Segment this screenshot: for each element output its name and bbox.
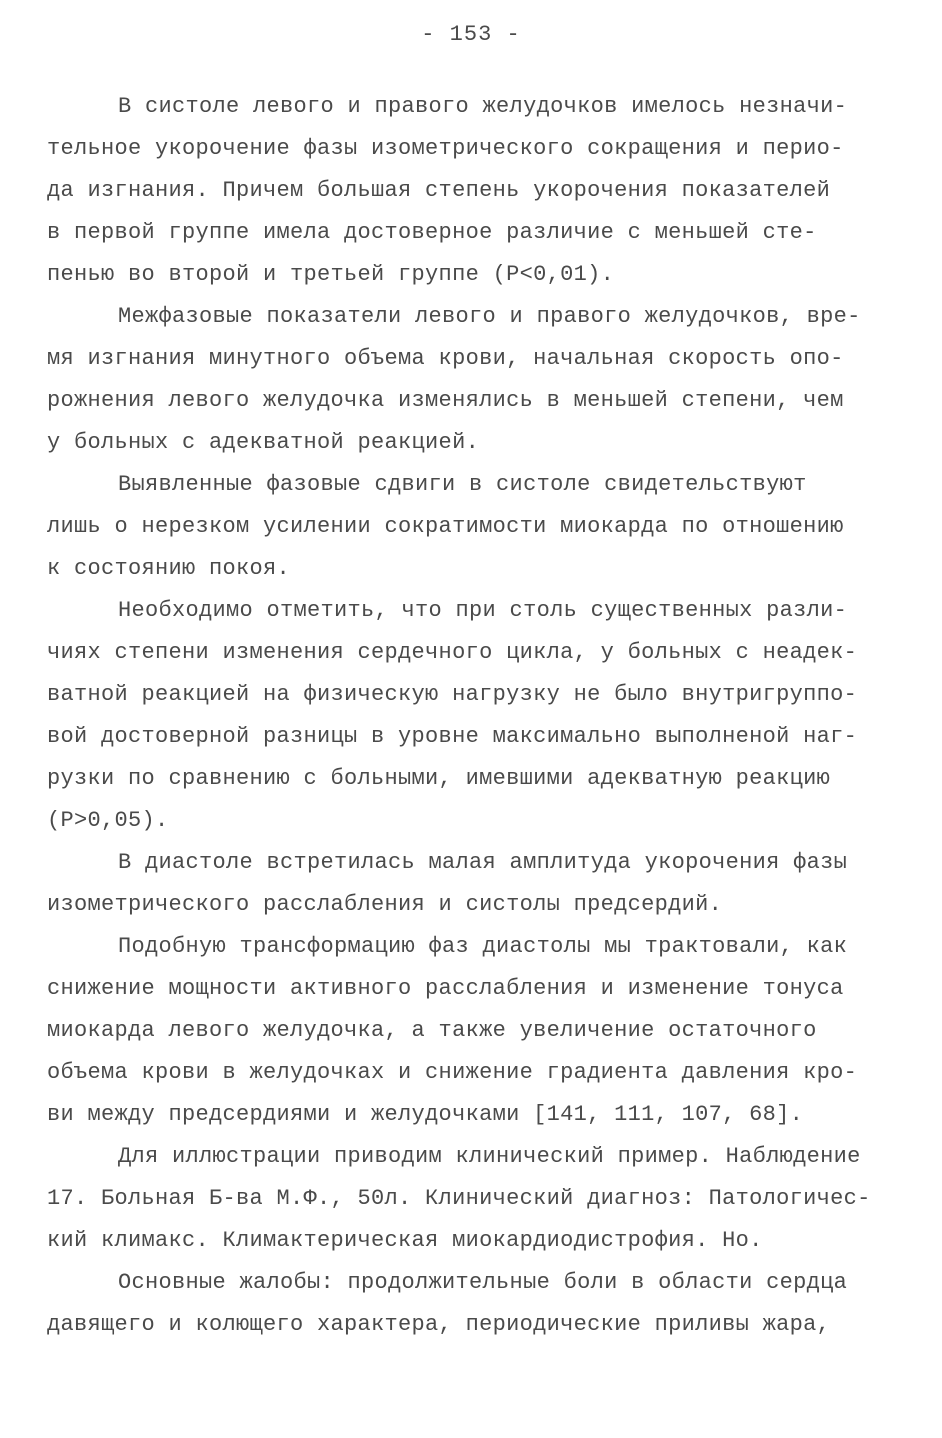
text-line: ви между предсердиями и желудочками [141, 111, 107, 68].: [47, 1102, 804, 1127]
text-line: пенью во второй и третьей группе (Р<0,01).: [47, 262, 615, 287]
text-line: миокарда левого желудочка, а также увеличение остаточного: [47, 1018, 817, 1043]
text-line: у больных с адекватной реакцией.: [47, 430, 480, 455]
text-line: В диастоле встретилась малая амплитуда укорочения фазы: [118, 850, 848, 875]
text-line: лишь о нерезком усилении сократимости миокарда по отношению: [47, 514, 844, 539]
text-line: мя изгнания минутного объема крови, начальная скорость опо-: [47, 346, 844, 371]
text-line: снижение мощности активного расслабления и изменение тонуса: [47, 976, 844, 1001]
text-line: Основные жалобы: продолжительные боли в области сердца: [118, 1270, 848, 1295]
text-line: к состоянию покоя.: [47, 556, 291, 581]
text-line: Необходимо отметить, что при столь существенных разли-: [118, 598, 848, 623]
text-line: Подобную трансформацию фаз диастолы мы трактовали, как: [118, 934, 848, 959]
text-line: (Р>0,05).: [47, 808, 169, 833]
body-text: [47, 86, 887, 1346]
text-line: вой достоверной разницы в уровне максимально выполненой наг-: [47, 724, 858, 749]
text-line: в первой группе имела достоверное различие с меньшей сте-: [47, 220, 817, 245]
page-number: - 153 -: [421, 22, 521, 47]
text-line: рожнения левого желудочка изменялись в меньшей степени, чем: [47, 388, 844, 413]
text-line: объема крови в желудочках и снижение градиента давления кро-: [47, 1060, 858, 1085]
text-line: Выявленные фазовые сдвиги в систоле свидетельствуют: [118, 472, 807, 497]
text-line: чиях степени изменения сердечного цикла, у больных с неадек-: [47, 640, 858, 665]
text-line: ватной реакцией на физическую нагрузку не было внутригруппо-: [47, 682, 858, 707]
text-line: кий климакс. Климактерическая миокардиодистрофия. Но.: [47, 1228, 763, 1253]
text-line: 17. Больная Б-ва М.Ф., 50л. Клинический диагноз: Патологичес-: [47, 1186, 871, 1211]
text-line: тельное укорочение фазы изометрического сокращения и перио-: [47, 136, 844, 161]
text-line: рузки по сравнению с больными, имевшими адекватную реакцию: [47, 766, 831, 791]
text-line: Межфазовые показатели левого и правого желудочков, вре-: [118, 304, 861, 329]
text-line: Для иллюстрации приводим клинический пример. Наблюдение: [118, 1144, 861, 1169]
text-line: давящего и колющего характера, периодические приливы жара,: [47, 1312, 831, 1337]
text-line: В систоле левого и правого желудочков имелось незначи-: [118, 94, 848, 119]
text-line: изометрического расслабления и систолы предсердий.: [47, 892, 723, 917]
text-line: да изгнания. Причем большая степень укорочения показателей: [47, 178, 831, 203]
